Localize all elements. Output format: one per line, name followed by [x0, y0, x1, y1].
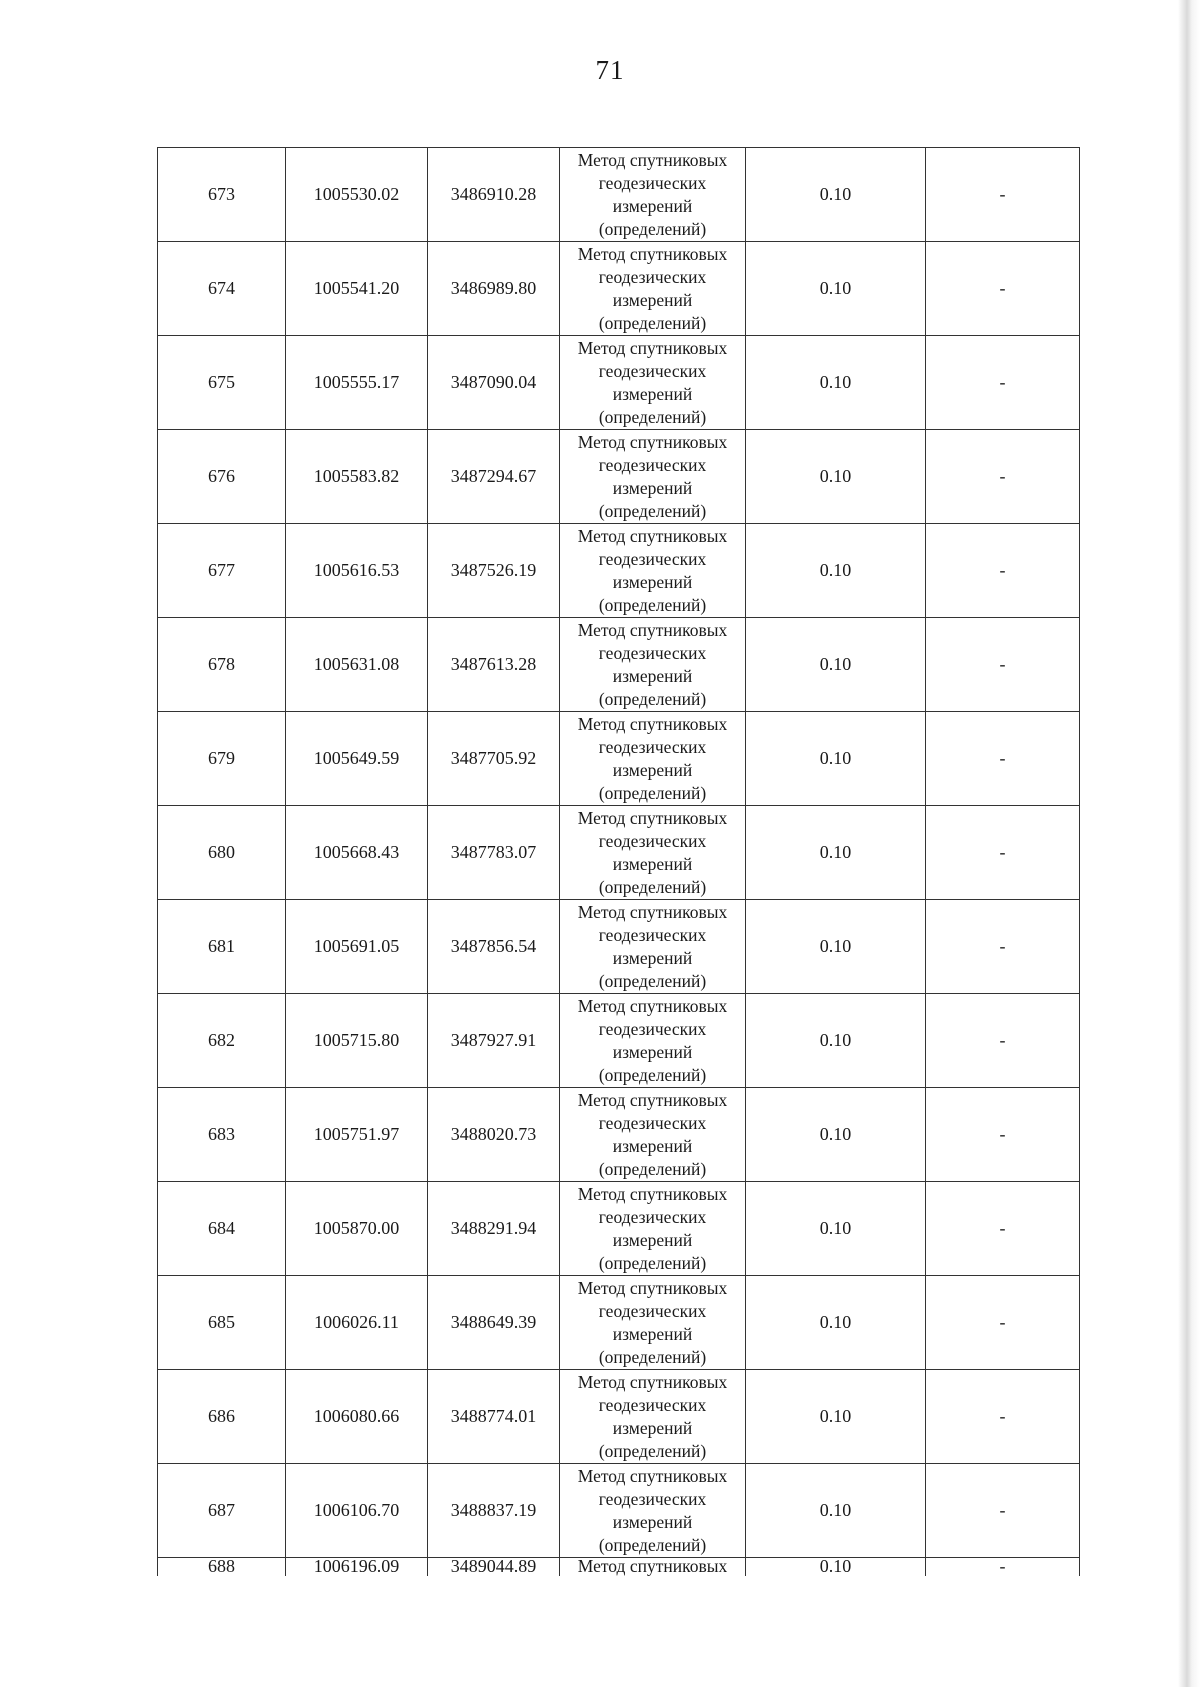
- cell-accuracy: 0.10: [746, 1276, 926, 1370]
- cell-method: Метод спутниковых геодезических измерений (определений): [560, 994, 746, 1088]
- cell-y-coordinate: 3487613.28: [428, 618, 560, 712]
- cell-y-coordinate: 3488774.01: [428, 1370, 560, 1464]
- cell-x-coordinate: 1005870.00: [286, 1182, 428, 1276]
- coordinates-table-body: [158, 148, 1080, 1577]
- cell-x-coordinate: 1005631.08: [286, 618, 428, 712]
- table-row: [158, 148, 1080, 242]
- cell-method: Метод спутниковых геодезических измерений (определений): [560, 900, 746, 994]
- cell-method: Метод спутниковых геодезических измерений (определений): [560, 618, 746, 712]
- cell-method: Метод спутниковых геодезических измерений (определений): [560, 1370, 746, 1464]
- cell-accuracy: 0.10: [746, 994, 926, 1088]
- cell-y-coordinate: 3488291.94: [428, 1182, 560, 1276]
- cell-y-coordinate: 3487783.07: [428, 806, 560, 900]
- cell-method: Метод спутниковых геодезических измерений (определений): [560, 1088, 746, 1182]
- cell-note: -: [926, 900, 1080, 994]
- cell-x-coordinate: 1005751.97: [286, 1088, 428, 1182]
- cell-note: -: [926, 242, 1080, 336]
- cell-y-coordinate: 3489044.89: [428, 1558, 560, 1577]
- page-number: 71: [595, 55, 625, 85]
- cell-note: -: [926, 336, 1080, 430]
- table-row-partial: [158, 1558, 1080, 1577]
- cell-note: -: [926, 1558, 1080, 1577]
- cell-point-number: 678: [158, 618, 286, 712]
- cell-y-coordinate: 3486989.80: [428, 242, 560, 336]
- cell-method: Метод спутниковых геодезических измерений (определений): [560, 242, 746, 336]
- cell-accuracy: 0.10: [746, 618, 926, 712]
- cell-point-number: 676: [158, 430, 286, 524]
- cell-point-number: 673: [158, 148, 286, 242]
- cell-y-coordinate: 3487526.19: [428, 524, 560, 618]
- table-row: [158, 1464, 1080, 1558]
- cell-note: -: [926, 1276, 1080, 1370]
- cell-x-coordinate: 1005530.02: [286, 148, 428, 242]
- cell-point-number: 674: [158, 242, 286, 336]
- cell-note: -: [926, 1370, 1080, 1464]
- cell-accuracy: 0.10: [746, 430, 926, 524]
- cell-x-coordinate: 1006106.70: [286, 1464, 428, 1558]
- cell-method: Метод спутниковых: [560, 1558, 746, 1577]
- table-row: [158, 1276, 1080, 1370]
- cell-point-number: 675: [158, 336, 286, 430]
- cell-y-coordinate: 3487090.04: [428, 336, 560, 430]
- page-edge-shadow: [1178, 0, 1200, 1687]
- cell-x-coordinate: 1005555.17: [286, 336, 428, 430]
- table-row: [158, 242, 1080, 336]
- coordinates-table: [157, 147, 1080, 1576]
- cell-note: -: [926, 430, 1080, 524]
- table-row: [158, 1182, 1080, 1276]
- cell-note: -: [926, 994, 1080, 1088]
- cell-method: Метод спутниковых геодезических измерений (определений): [560, 1464, 746, 1558]
- cell-accuracy: 0.10: [746, 900, 926, 994]
- cell-y-coordinate: 3488020.73: [428, 1088, 560, 1182]
- cell-accuracy: 0.10: [746, 1182, 926, 1276]
- cell-note: -: [926, 148, 1080, 242]
- cell-x-coordinate: 1005649.59: [286, 712, 428, 806]
- table-row: [158, 618, 1080, 712]
- cell-x-coordinate: 1006080.66: [286, 1370, 428, 1464]
- cell-method: Метод спутниковых геодезических измерений (определений): [560, 1276, 746, 1370]
- cell-point-number: 677: [158, 524, 286, 618]
- cell-accuracy: 0.10: [746, 1370, 926, 1464]
- cell-note: -: [926, 1182, 1080, 1276]
- cell-method: Метод спутниковых геодезических измерений (определений): [560, 806, 746, 900]
- cell-method: Метод спутниковых геодезических измерений (определений): [560, 148, 746, 242]
- cell-y-coordinate: 3487856.54: [428, 900, 560, 994]
- cell-method: Метод спутниковых геодезических измерений (определений): [560, 336, 746, 430]
- cell-accuracy: 0.10: [746, 336, 926, 430]
- table-row: [158, 900, 1080, 994]
- cell-note: -: [926, 618, 1080, 712]
- cell-accuracy: 0.10: [746, 524, 926, 618]
- cell-accuracy: 0.10: [746, 1558, 926, 1577]
- cell-accuracy: 0.10: [746, 712, 926, 806]
- cell-y-coordinate: 3486910.28: [428, 148, 560, 242]
- cell-method: Метод спутниковых геодезических измерений (определений): [560, 1182, 746, 1276]
- cell-x-coordinate: 1005668.43: [286, 806, 428, 900]
- cell-method: Метод спутниковых геодезических измерений (определений): [560, 524, 746, 618]
- cell-point-number: 681: [158, 900, 286, 994]
- cell-point-number: 679: [158, 712, 286, 806]
- table-row: [158, 806, 1080, 900]
- cell-x-coordinate: 1005691.05: [286, 900, 428, 994]
- cell-note: -: [926, 524, 1080, 618]
- cell-x-coordinate: 1005616.53: [286, 524, 428, 618]
- cell-point-number: 687: [158, 1464, 286, 1558]
- cell-point-number: 685: [158, 1276, 286, 1370]
- cell-x-coordinate: 1005583.82: [286, 430, 428, 524]
- cell-accuracy: 0.10: [746, 148, 926, 242]
- cell-point-number: 682: [158, 994, 286, 1088]
- cell-note: -: [926, 806, 1080, 900]
- cell-y-coordinate: 3487927.91: [428, 994, 560, 1088]
- table-row: [158, 1088, 1080, 1182]
- cell-point-number: 684: [158, 1182, 286, 1276]
- cell-x-coordinate: 1006196.09: [286, 1558, 428, 1577]
- cell-note: -: [926, 1088, 1080, 1182]
- cell-accuracy: 0.10: [746, 1088, 926, 1182]
- cell-point-number: 686: [158, 1370, 286, 1464]
- table-row: [158, 994, 1080, 1088]
- cell-accuracy: 0.10: [746, 242, 926, 336]
- cell-accuracy: 0.10: [746, 1464, 926, 1558]
- cell-point-number: 688: [158, 1558, 286, 1577]
- table-row: [158, 524, 1080, 618]
- cell-accuracy: 0.10: [746, 806, 926, 900]
- cell-x-coordinate: 1005541.20: [286, 242, 428, 336]
- cell-y-coordinate: 3488837.19: [428, 1464, 560, 1558]
- cell-x-coordinate: 1006026.11: [286, 1276, 428, 1370]
- cell-y-coordinate: 3487705.92: [428, 712, 560, 806]
- cell-point-number: 683: [158, 1088, 286, 1182]
- cell-point-number: 680: [158, 806, 286, 900]
- cell-note: -: [926, 1464, 1080, 1558]
- cell-y-coordinate: 3488649.39: [428, 1276, 560, 1370]
- cell-note: -: [926, 712, 1080, 806]
- table-row: [158, 1370, 1080, 1464]
- cell-method: Метод спутниковых геодезических измерений (определений): [560, 712, 746, 806]
- table-row: [158, 430, 1080, 524]
- table-row: [158, 712, 1080, 806]
- cell-y-coordinate: 3487294.67: [428, 430, 560, 524]
- table-row: [158, 336, 1080, 430]
- cell-x-coordinate: 1005715.80: [286, 994, 428, 1088]
- cell-method: Метод спутниковых геодезических измерений (определений): [560, 430, 746, 524]
